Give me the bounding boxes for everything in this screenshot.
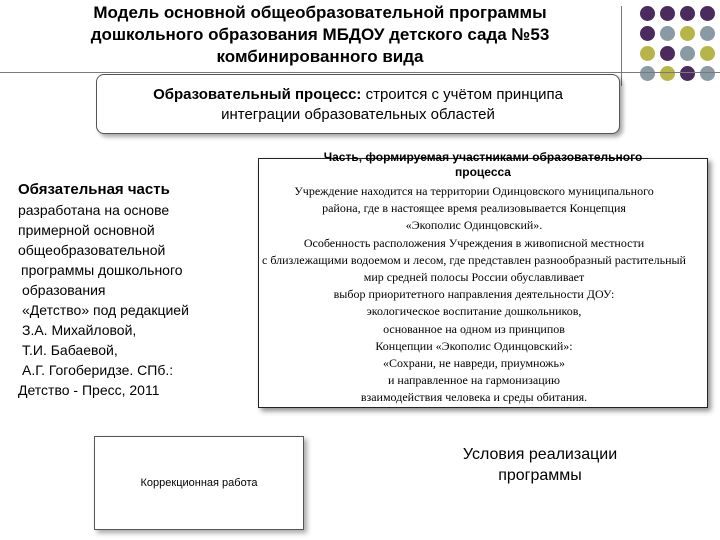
mandatory-line: Т.И. Бабаевой,: [22, 342, 118, 358]
mandatory-line: З.А. Михайловой,: [22, 322, 137, 338]
participants-line: и направленное на гармонизацию: [387, 373, 561, 388]
conditions-line: программы: [498, 467, 582, 484]
mandatory-line: А.Г. Гогоберидзе. СПб.:: [22, 362, 174, 378]
conditions-line: Условия реализации: [462, 446, 618, 463]
participants-line: «Экополис Одинцовский».: [405, 218, 543, 233]
participants-line: экологическое воспитание дошкольников,: [366, 304, 582, 319]
decorative-vertical-line: [621, 6, 622, 86]
participants-part-body: [228, 183, 720, 407]
decorative-dot: [660, 46, 675, 61]
decorative-dot: [640, 46, 655, 61]
decorative-dot: [660, 66, 675, 81]
mandatory-line: «Детство» под редакцией: [22, 302, 189, 318]
participants-line: Концепции «Экополис Одинцовский»:: [375, 338, 573, 353]
banner-line-2: интеграции образовательных областей: [221, 106, 495, 123]
decorative-dot: [700, 26, 715, 41]
decorative-dot: [660, 6, 675, 21]
decorative-dot: [640, 26, 655, 41]
decorative-dot: [680, 46, 695, 61]
title-line: дошкольного образования МБДОУ детского сада №53: [90, 25, 550, 44]
banner-line-1: [97, 85, 619, 105]
participants-heading-line: Часть, формируемая участниками образовательного: [323, 150, 643, 164]
decorative-dot: [640, 66, 655, 81]
participants-line: с близлежащими водоемом и лесом, где представлен разнообразный растительный: [262, 252, 686, 267]
participants-part-heading: [258, 150, 708, 180]
mandatory-line: образования: [22, 282, 106, 298]
participants-line: взаимодействия человека и среды обитания.: [360, 390, 588, 405]
participants-line: «Сохрани, не навреди, приумножь»: [383, 356, 565, 371]
decorative-dot: [680, 26, 695, 41]
mandatory-part: [18, 180, 238, 400]
implementation-conditions: [440, 444, 640, 486]
mandatory-line: разработана на основе: [18, 202, 170, 218]
decorative-dot: [660, 26, 675, 41]
title-line: Модель основной общеобразовательной программы: [93, 3, 547, 22]
correction-work-label: Коррекционная работа: [140, 477, 258, 489]
decorative-horizontal-line: [0, 72, 720, 73]
decorative-dot-grid: [640, 6, 720, 86]
decorative-dot: [640, 6, 655, 21]
decorative-dot: [700, 46, 715, 61]
correction-work-box: [94, 436, 304, 530]
title-line: комбинированного вида: [216, 47, 424, 66]
mandatory-part-title: Обязательная часть: [18, 181, 170, 198]
decorative-dot: [680, 66, 695, 81]
banner-bold-text: Образовательный процесс:: [153, 86, 362, 103]
decorative-dot: [680, 6, 695, 21]
participants-line: мир средней полосы России обуславливает: [363, 270, 585, 285]
participants-line: Особенность расположения Учреждения в живописной местности: [303, 235, 645, 250]
participants-line: Учреждение находится на территории Одинцовского муниципального: [294, 184, 654, 198]
decorative-dot: [700, 66, 715, 81]
participants-line: выбор приоритетного направления деятельности ДОУ:: [333, 287, 615, 302]
slide-title: [40, 2, 600, 68]
mandatory-line: общеобразовательной: [18, 242, 166, 258]
mandatory-line: программы дошкольного: [21, 262, 183, 278]
decorative-dot: [700, 6, 715, 21]
banner-rest-text: строится с учётом принципа: [361, 86, 563, 103]
participants-line: основанное на одном из принципов: [383, 321, 565, 336]
mandatory-line: Детство - Пресс, 2011: [18, 382, 160, 398]
mandatory-line: примерной основной: [18, 222, 155, 238]
participants-line: района, где в настоящее время реализовывается Концепция: [322, 201, 626, 216]
educational-process-banner: [96, 74, 620, 134]
participants-heading-line: процесса: [455, 165, 511, 179]
